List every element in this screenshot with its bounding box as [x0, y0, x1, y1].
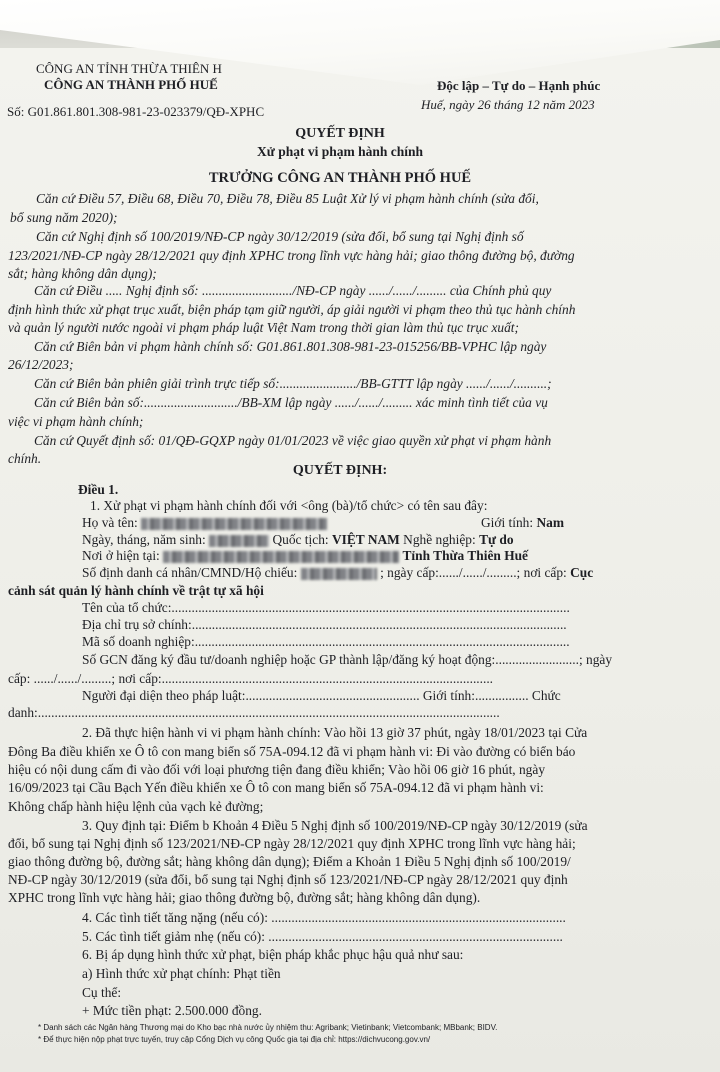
- id-issuer-cont: cảnh sát quản lý hành chính về trật tự xã hội: [8, 583, 264, 598]
- basis-line: và quản lý người nước ngoài vi phạm pháp luật Việt Nam trong thời gian làm thủ tục trục xuất;: [8, 320, 519, 335]
- doc-number: Số: G01.861.801.308-981-23-023379/QĐ-XPHC: [7, 104, 265, 119]
- basis-line: định hình thức xử phạt trục xuất, biện pháp tạm giữ người, áp giải người vi phạm theo thủ tục hành chính: [8, 302, 576, 317]
- gcn-row-cont: cấp: ....../....../.........; nơi cấp:...................................................................................................: [8, 671, 494, 686]
- section3-line: NĐ-CP ngày 30/12/2019 (sửa đổi, bổ sung tại Nghị định số 123/2021/NĐ-CP ngày 28/12/2021 quy định: [8, 872, 568, 887]
- rep-row: Người đại diện theo pháp luật:.................................................... Giới tính:................ Chức: [82, 688, 561, 703]
- basis-line: Căn cứ Biên bản phiên giải trình trực tiếp số:......................./BB-GTTT lập ngày ....../....../..........;: [34, 376, 552, 391]
- redacted-address: [163, 551, 399, 563]
- section4: 4. Các tình tiết tăng nặng (nếu có): ........................................................................................: [82, 910, 566, 925]
- name-label: Họ và tên:: [82, 515, 138, 530]
- job-value: Tự do: [479, 532, 514, 547]
- article-heading: Điều 1.: [78, 482, 119, 497]
- header-motto: Độc lập – Tự do – Hạnh phúc: [437, 78, 601, 93]
- dob-label: Ngày, tháng, năm sinh:: [82, 532, 206, 547]
- id-label: Số định danh cá nhân/CMND/Hộ chiếu:: [82, 565, 298, 580]
- org-code-row: Mã số doanh nghiệp:................................................................................................................: [82, 634, 570, 649]
- basis-line: 26/12/2023;: [8, 357, 74, 372]
- section3-line: XPHC trong lĩnh vực hàng hải; giao thông đường bộ, đường sắt; hàng không dân dụng).: [8, 890, 481, 905]
- section3-line: đổi, bổ sung tại Nghị định số 123/2021/NĐ-CP ngày 28/12/2021 quy định XPHC trong lĩnh vực hàng hải;: [8, 836, 576, 851]
- redacted-dob: [209, 535, 269, 547]
- basis-line: việc vi phạm hành chính;: [8, 414, 144, 429]
- gender-row: [481, 515, 564, 531]
- gcn-row: Số GCN đăng ký đầu tư/doanh nghiệp hoặc GP thành lập/đăng ký hoạt động:.........................; ngày: [82, 652, 613, 667]
- section2-line: Đông Ba điều khiển xe Ô tô con mang biển số 75A-094.12 đã vi phạm hành vi: Đi vào đường có biển báo: [8, 744, 576, 759]
- doc-subtitle: Xử phạt vi phạm hành chính: [256, 144, 424, 159]
- section3-line: giao thông đường bộ, đường sắt; hàng không dân dụng); Điểm a Khoản 1 Điều 5 Nghị định số 100/2019/: [8, 854, 571, 869]
- residence-value: Tỉnh Thừa Thiên Huế: [402, 548, 528, 563]
- redacted-name: [141, 518, 327, 530]
- basis-line: Căn cứ Điều ..... Nghị định số: .........................../NĐ-CP ngày ....../....../......... của Chính phủ quy: [34, 283, 552, 298]
- section2-line: hiệu có nội dung cấm đi vào đối với loại phương tiện đang điều khiển; Vào hồi 06 giờ 16 phút, ngày: [8, 762, 546, 777]
- redacted-id: [301, 568, 377, 580]
- header-agency: CÔNG AN THÀNH PHỐ HUẾ: [44, 77, 218, 92]
- basis-line: Căn cứ Quyết định số: 01/QĐ-GQXP ngày 01/01/2023 về việc giao quyền xử phạt vi phạm hành: [34, 433, 552, 448]
- residence-row: [82, 548, 528, 564]
- id-row: [82, 565, 593, 581]
- penalty-amount: + Mức tiền phạt: 2.500.000 đồng.: [82, 1003, 262, 1018]
- basis-line: Căn cứ Biên bản vi phạm hành chính số: G01.861.801.308-981-23-015256/BB-VPHC lập ngày: [34, 339, 547, 354]
- section2-line: 2. Đã thực hiện hành vi vi phạm hành chính: Vào hồi 13 giờ 37 phút, ngày 18/01/2023 tại Cửa: [82, 725, 588, 740]
- rep-row-cont: danh:..........................................................................................................................................: [8, 705, 500, 720]
- section2-line: Không chấp hành hiệu lệnh của vạch kẻ đường;: [8, 799, 264, 814]
- gender-label: Giới tính:: [481, 515, 534, 530]
- gender-value: Nam: [536, 515, 564, 530]
- section6: 6. Bị áp dụng hình thức xử phạt, biện pháp khắc phục hậu quả như sau:: [82, 947, 464, 962]
- id-issuer: Cục: [570, 565, 594, 580]
- footnote-banks: * Danh sách các Ngân hàng Thương mại do Kho bạc nhà nước ủy nhiệm thu: Agribank; Vietinbank; Vietcombank; MBbank; BIDV.: [38, 1023, 498, 1032]
- residence-label: Nơi ở hiện tại:: [82, 548, 160, 563]
- basis-line: 123/2021/NĐ-CP ngày 28/12/2021 quy định XPHC trong lĩnh vực hàng hải; giao thông đường bộ, đường: [8, 248, 575, 263]
- header-agency-parent: CÔNG AN TỈNH THỪA THIÊN H: [36, 61, 222, 76]
- authority-title: TRƯỞNG CÔNG AN THÀNH PHỐ HUẾ: [208, 170, 472, 186]
- basis-line: sắt; hàng không dân dụng);: [8, 266, 157, 281]
- section1-intro: 1. Xử phạt vi phạm hành chính đối với <ông (bà)/tổ chức> có tên sau đây:: [90, 498, 488, 513]
- doc-title: QUYẾT ĐỊNH: [295, 126, 385, 141]
- id-issue: ; ngày cấp:....../....../.........; nơi cấp:: [380, 565, 567, 580]
- dob-row: [82, 532, 514, 548]
- basis-line: Căn cứ Nghị định số 100/2019/NĐ-CP ngày 30/12/2019 (sửa đổi, bổ sung tại Nghị định số: [36, 229, 524, 244]
- org-name-row: Tên của tổ chức:.......................................................................................................................: [82, 600, 570, 615]
- penalty-form: a) Hình thức xử phạt chính: Phạt tiền: [82, 966, 281, 981]
- basis-line: bổ sung năm 2020);: [10, 210, 118, 225]
- job-label: Nghề nghiệp:: [403, 532, 476, 547]
- name-row: [82, 515, 327, 531]
- penalty-detail: Cụ thể:: [82, 985, 122, 1000]
- nationality-value: VIỆT NAM: [331, 532, 400, 547]
- basis-line: Căn cứ Biên bản số:............................/BB-XM lập ngày ....../....../......... xác minh tình tiết của vụ: [34, 395, 548, 410]
- doc-date: Huế, ngày 26 tháng 12 năm 2023: [421, 97, 595, 112]
- basis-line: Căn cứ Điều 57, Điều 68, Điều 70, Điều 78, Điều 85 Luật Xử lý vi phạm hành chính (sửa đổi,: [36, 191, 539, 206]
- section2-line: 16/09/2023 tại Cầu Bạch Yến điều khiển xe Ô tô con mang biển số 75A-094.12 đã vi phạm hành vi:: [8, 780, 544, 795]
- footnote-online: * Để thực hiện nộp phạt trực tuyến, truy cập Cổng Dịch vụ công Quốc gia tại địa chỉ: https://dichvucong.gov.vn/: [38, 1035, 431, 1044]
- nationality-label: Quốc tịch:: [272, 532, 329, 547]
- section3-line: 3. Quy định tại: Điểm b Khoản 4 Điều 5 Nghị định số 100/2019/NĐ-CP ngày 30/12/2019 (sửa: [82, 818, 588, 833]
- section5: 5. Các tình tiết giảm nhẹ (nếu có): ........................................................................................: [82, 929, 563, 944]
- basis-line: chính.: [8, 451, 42, 466]
- org-address-row: Địa chỉ trụ sở chính:................................................................................................................: [82, 617, 567, 632]
- decision-heading: QUYẾT ĐỊNH:: [292, 463, 388, 478]
